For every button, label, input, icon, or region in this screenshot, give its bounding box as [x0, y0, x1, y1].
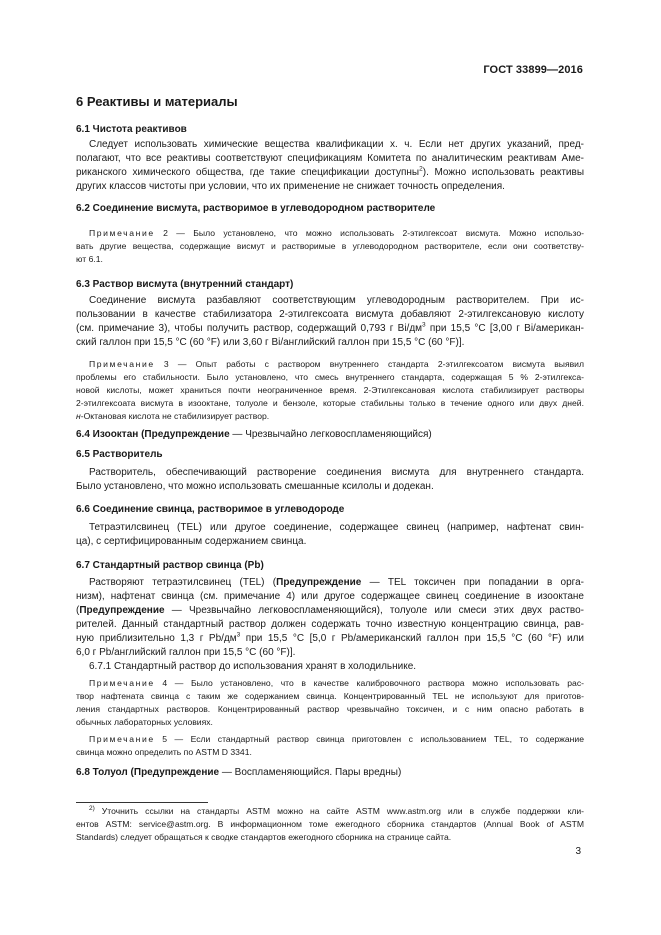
footnote-mark: 2) [89, 805, 95, 813]
note-label: Примечание [89, 228, 155, 238]
section-6-5-title: 6.5 Растворитель [76, 449, 163, 460]
footnote-line: Standards) следует обращаться к сводке стандартов ежегодного сборника на странице сайта. [76, 832, 452, 842]
warning-label: Предупреждение [276, 577, 362, 588]
note-line: 2-этилгексоата висмута в изооктане, толуоле и бензоле, которые стабильны только в течение одного или двух дней. [76, 398, 584, 408]
text-line: ский галлон при 15,5 °С (60 °F) или 3,60 г Bi/английский галлон при 15,5 °С (60 °F)]. [76, 337, 465, 348]
text-fragment: — TEL токсичен при попадании в орга- [361, 577, 584, 588]
note-line: свинца можно определить по ASTM D 3341. [76, 747, 252, 757]
note-line: твор нафтената свинца с таким же содержанием свинца. Концентрированный TEL не используют для приготов- [76, 691, 584, 701]
warning-label: Предупреждение [133, 767, 220, 778]
note-line: новой кислоты, может храниться почти неограниченное время. 2-Этилгексановая кислота стабилизирует растворы [76, 385, 584, 395]
superscript: 3 [236, 631, 241, 639]
text-fragment: Растворяют тетраэтилсвинец (TEL) ( [89, 577, 277, 588]
text-line: Было установлено, что можно использовать смешанные ксилолы и додекан. [76, 481, 434, 492]
note-line: ления стандартных растворов. Концентрированный раствор чрезвычайно токсичен, и с ним опасно работать в [76, 704, 584, 714]
text-line [76, 576, 584, 590]
section-6-7-text [76, 576, 584, 674]
text-fragment: 6.8 Толуол ( [76, 767, 134, 778]
text-line: ца), с сертифицированным содержанием свинца. [76, 536, 307, 547]
text-fragment: 4 — Было установлено, что в качестве калибровочного раствора можно использовать рас- [154, 678, 584, 688]
warning-label: Предупреждение [79, 605, 165, 616]
text-line [76, 166, 584, 180]
text-fragment: риканского химического общества, где такие спецификации доступны [76, 167, 420, 178]
note-label: Примечание [89, 734, 155, 744]
note-line: ют 6.1. [76, 254, 103, 264]
text-line: Тетраэтилсвинец (TEL) или другое соединение, содержащее свинец (например, нафтенат свин- [89, 522, 584, 533]
text-fragment: (см. примечание 3), чтобы получить раствор, содержащий 0,793 г Bi/дм [76, 323, 423, 334]
footnote-ref: 2 [419, 165, 423, 173]
text-fragment: Уточнить ссылки на стандарты ASTM можно на сайте ASTM www.astm.org или в службе поддержки кли- [94, 806, 584, 816]
warning-label: Предупреждение [144, 429, 230, 440]
note-line [76, 358, 584, 371]
section-6-1-title: 6.1 Чистота реактивов [76, 124, 187, 135]
note-line [76, 410, 584, 423]
text-fragment: 6.4 Изооктан ( [76, 429, 145, 440]
text-fragment: при 15,5 °С [3,00 г Bi/американ- [425, 323, 584, 334]
note-3 [76, 358, 584, 423]
page-number: 3 [575, 846, 581, 857]
text-line: пользовании в качестве стабилизатора 2-этилгексоата висмута добавляют 2-этилгексановую кислоту [76, 309, 584, 320]
text-fragment: 2 — Было установлено, что можно использовать 2-этилгексоат висмута. Можно использо- [154, 228, 584, 238]
standard-header: ГОСТ 33899—2016 [483, 64, 583, 76]
note-line [76, 677, 584, 690]
text-fragment: ную приблизительно 1,3 г Pb/дм [76, 633, 237, 644]
text-line [76, 322, 584, 336]
text-line [76, 604, 584, 618]
text-fragment: — Чрезвычайно легковоспламеняющийся), толуоле или смеси этих двух раство- [164, 605, 584, 616]
note-2 [76, 227, 584, 266]
footnote [76, 805, 584, 844]
section-6-title: 6 Реактивы и материалы [76, 94, 238, 109]
section-6-8-title [76, 767, 401, 778]
note-4 [76, 677, 584, 729]
section-6-3-text [76, 294, 584, 350]
section-6-6-text [76, 521, 584, 549]
section-6-4-title [76, 429, 432, 440]
note-line: вать другие вещества, содержащие висмут и растворимые в углеводородном растворителе, если они соответству- [76, 241, 584, 251]
superscript: 3 [422, 321, 426, 329]
text-fragment: -Октановая кислота не стабилизирует раствор. [80, 411, 270, 421]
text-line: Соединение висмута разбавляют соответствующим углеводородным растворителем. При ис- [89, 295, 584, 306]
text-fragment: — Воспламеняющийся. Пары вредны) [219, 767, 402, 778]
note-label: Примечание [89, 678, 155, 688]
text-line: полагают, что все реактивы соответствуют спецификациям Комитета по аналитическим реактивам Аме- [76, 153, 584, 164]
note-line [76, 733, 584, 746]
section-6-7-title: 6.7 Стандартный раствор свинца (Pb) [76, 560, 264, 571]
note-line: обычных лабораторных условиях. [76, 717, 213, 727]
subsection-6-7-1: 6.7.1 Стандартный раствор до использования хранят в холодильнике. [89, 661, 417, 672]
section-6-2-title: 6.2 Соединение висмута, растворимое в углеводородном растворителе [76, 203, 436, 214]
note-5 [76, 733, 584, 759]
footnote-divider [76, 802, 208, 803]
note-label: Примечание [89, 359, 155, 369]
text-fragment: 3 — Опыт работы с раствором внутреннего стандарта 2-этилгексоатом висмута выявил [154, 359, 584, 369]
text-line: других классов чистоты при условии, что их применение не снижает точность определения. [76, 181, 505, 192]
note-line [76, 227, 584, 240]
text-fragment: — Чрезвычайно легковоспламеняющийся) [229, 429, 432, 440]
section-6-6-title: 6.6 Соединение свинца, растворимое в углеводороде [76, 504, 345, 515]
text-fragment: 5 — Если стандартный раствор свинца приготовлен с использованием TEL, то содержание [154, 734, 584, 744]
text-line: Растворитель, обеспечивающий растворение соединения висмута для внутреннего стандарта. [89, 467, 584, 478]
section-6-1-text [76, 138, 584, 194]
footnote-line: ентов ASTM: service@astm.org. В информационном томе ежегодного сборника стандартов (Annual Book of ASTM [76, 819, 584, 829]
text-fragment: ( [76, 605, 80, 616]
text-line [76, 632, 584, 646]
section-6-5-text [76, 466, 584, 494]
text-line: низм), нафтенат свинца (см. примечание 4) или другое содержащее свинец соединение в изооктане [76, 591, 584, 602]
text-line: 6,0 г Pb/английский галлон при 15,5 °С (60 °F)]. [76, 647, 296, 658]
section-6-3-title: 6.3 Раствор висмута (внутренний стандарт) [76, 279, 294, 290]
text-line: рителей. Данный стандартный раствор должен содержать точно известную концентрацию свинца, рав- [76, 619, 584, 630]
text-fragment: н [76, 411, 81, 421]
footnote-line [76, 805, 584, 818]
note-line: проблемы его стабильности. Было установлено, что смесь внутреннего стандарта, содержащая 5 % 2-этилгекса- [76, 372, 584, 382]
text-fragment: ). Можно использовать реактивы [422, 167, 585, 178]
text-fragment: при 15,5 °С [5,0 г Pb/американский галлон при 15,5 °С (60 °F) или [240, 633, 584, 644]
text-line: Следует использовать химические вещества квалификации х. ч. Если нет других указаний, пред- [89, 139, 584, 150]
